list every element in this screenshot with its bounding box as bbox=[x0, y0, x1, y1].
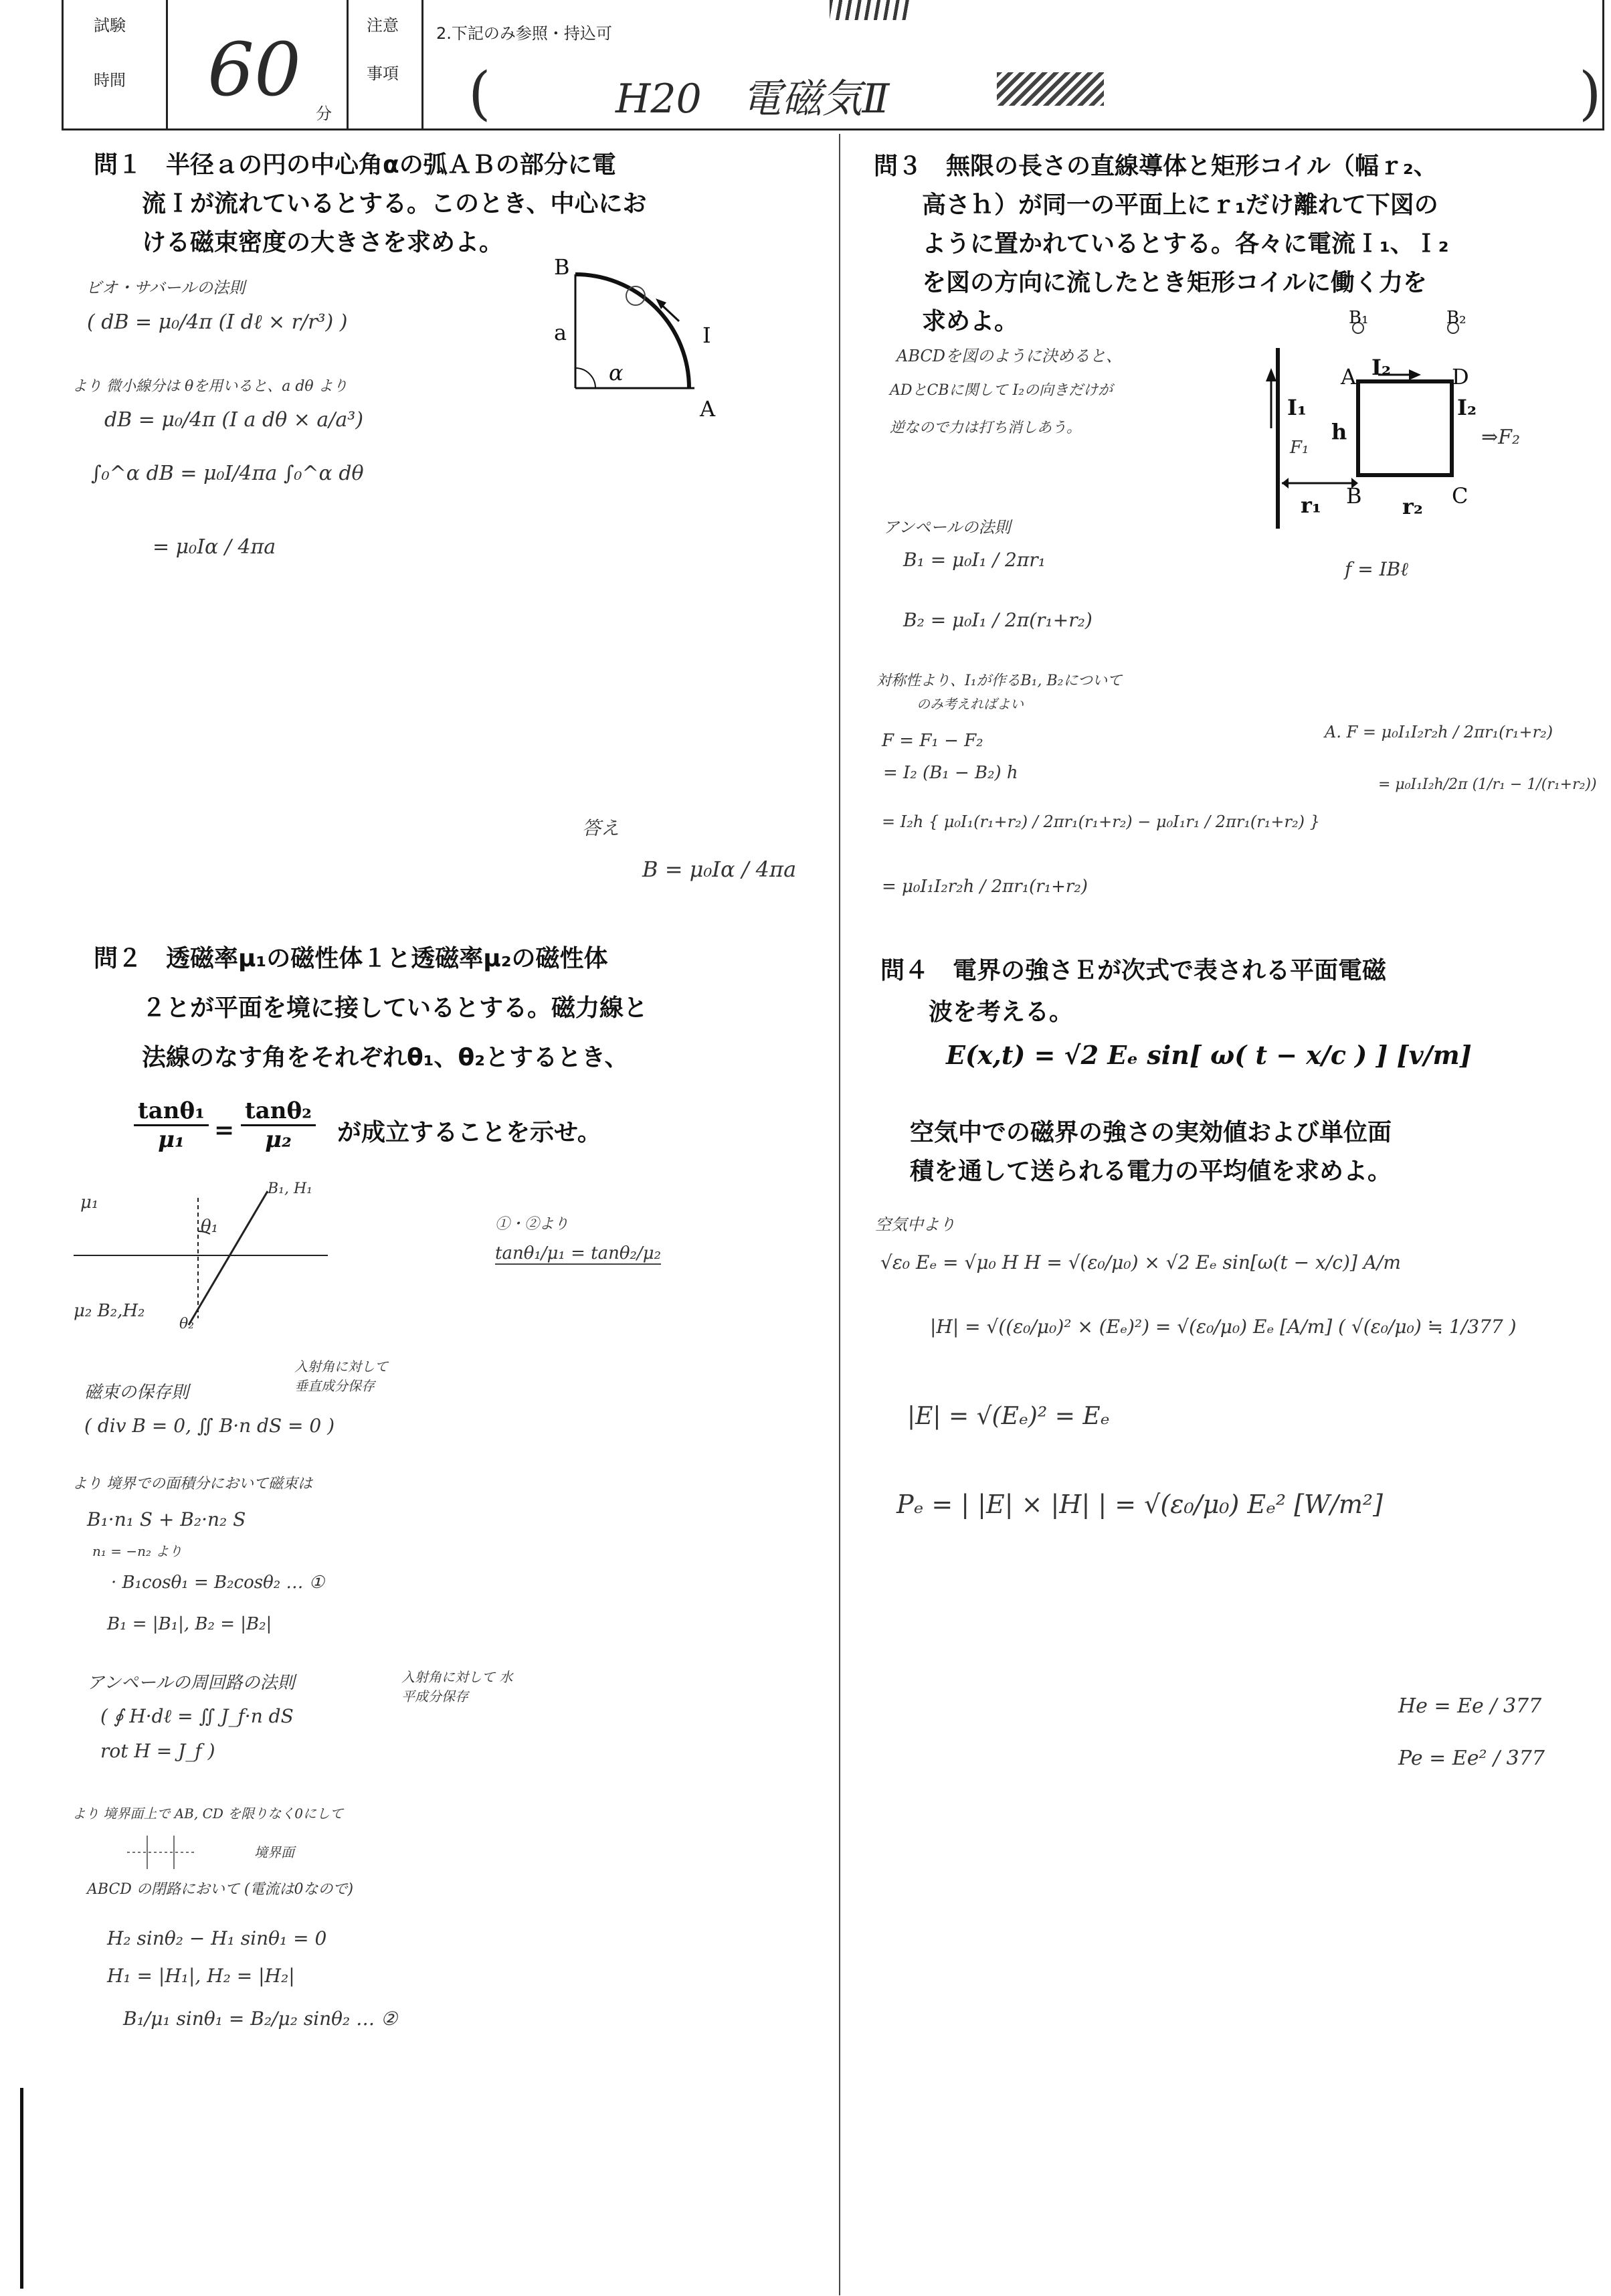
q4-answer-Pe: Pe = Ee² / 377 bbox=[1398, 1747, 1545, 1770]
q2-formula-lhs bbox=[134, 1097, 209, 1153]
q2-work-line: H₁ = |H₁|, H₂ = |H₂| bbox=[107, 1965, 295, 1987]
q3-work-line: ABCDを図のように決めると、 bbox=[896, 347, 1123, 365]
q4-work-line: |H| = √((ε₀/μ₀)² × (Eₑ)²) = √(ε₀/μ₀) Eₑ [A/m] ( √(ε₀/μ₀) ≒ 1/377 ) bbox=[930, 1316, 1517, 1338]
q3-label-r1: r₁ bbox=[1301, 493, 1321, 518]
q2-formula-lhs-den: μ₁ bbox=[158, 1126, 185, 1153]
q4-answer-He: He = Ee / 377 bbox=[1398, 1694, 1542, 1718]
q1-label-A: A bbox=[700, 396, 716, 422]
q2-label-theta2: θ₂ bbox=[179, 1316, 195, 1332]
header-divider bbox=[421, 0, 423, 128]
notes-label: 注意 bbox=[367, 16, 399, 35]
q1-work-line: より 微小線分は θを用いると、a dθ より bbox=[72, 378, 348, 395]
q3-answer: A. F = μ₀I₁I₂r₂h / 2πr₁(r₁+r₂) bbox=[1325, 723, 1553, 741]
q4-work-line: Pₑ = | |E| × |H| | = √(ε₀/μ₀) Eₑ² [W/m²] bbox=[896, 1490, 1383, 1519]
q3-label-A: A bbox=[1341, 364, 1357, 389]
q2-work-line: より 境界での面積分において磁束は bbox=[72, 1476, 312, 1492]
q2-formula-tail: が成立することを示せ。 bbox=[337, 1119, 601, 1146]
q2-formula-equals: = bbox=[214, 1116, 235, 1144]
q3-work-line: B₁ = μ₀I₁ / 2πr₁ bbox=[903, 549, 1046, 571]
q2-label-theta1: θ₁ bbox=[201, 1217, 219, 1237]
q1-label-alpha: α bbox=[609, 360, 624, 385]
q2-work-line: rot H = J_f ) bbox=[100, 1740, 215, 1762]
q2-work-line: より 境界面上で AB, CD を限りなく0にして bbox=[72, 1805, 343, 1822]
q3-label-I2-right: I₂ bbox=[1457, 395, 1477, 420]
q1-work-line: ビオ・サバールの法則 bbox=[86, 278, 246, 297]
q3-label-B1: B₁ bbox=[1349, 308, 1369, 328]
column-divider bbox=[839, 134, 840, 2295]
header-divider bbox=[347, 0, 349, 128]
q2-work-line: B₁/μ₁ sinθ₁ = B₂/μ₂ sinθ₂ … ② bbox=[123, 2008, 398, 2030]
q2-label-b1h1: B₁, H₁ bbox=[268, 1180, 312, 1197]
header-divider bbox=[166, 0, 168, 128]
q3-label-I2-top: I₂ bbox=[1371, 355, 1391, 380]
q2-work-line: ( ∮ H·dℓ = ∬ J_f·n dS bbox=[100, 1705, 294, 1727]
q3-work-line: = μ₀I₁I₂r₂h / 2πr₁(r₁+r₂) bbox=[882, 877, 1088, 897]
q1-work-line: ∫₀^α dB = μ₀I/4πa ∫₀^α dθ bbox=[91, 462, 364, 485]
q2-work-line: B₁·n₁ S + B₂·n₂ S bbox=[87, 1508, 246, 1530]
q4-work-line: |E| = √(Eₑ)² = Eₑ bbox=[907, 1403, 1110, 1430]
q3-work-line: F = F₁ − F₂ bbox=[882, 731, 983, 751]
subject-open-bracket: ( bbox=[468, 60, 491, 127]
q3-work-line: ADとCBに関して I₂の向きだけが bbox=[890, 382, 1113, 399]
q3-label-F2: ⇒F₂ bbox=[1481, 426, 1520, 449]
q3-work-line: アンペールの法則 bbox=[883, 518, 1011, 537]
q3-label-h: h bbox=[1331, 419, 1347, 444]
subject-close-bracket: ) bbox=[1579, 60, 1602, 127]
q3-work-line: のみ考えればよい bbox=[917, 696, 1024, 712]
q2-work-line: ABCD の閉路において (電流は0なので) bbox=[87, 1881, 354, 1898]
q3-work-line: 対称性より、I₁が作るB₁, B₂について bbox=[876, 673, 1123, 689]
q1-label-a: a bbox=[554, 320, 567, 345]
q3-label-B: B bbox=[1346, 483, 1362, 509]
q1-answer-label: 答え bbox=[582, 817, 620, 839]
q1-work-line: = μ₀Iα / 4πa bbox=[153, 535, 276, 559]
q3-title: 問３ 無限の長さの直線導体と矩形コイル（幅ｒ₂、 高さｈ）が同一の平面上にｒ₁だけ離れて下図の ように置かれているとする。各々に電流Ｉ₁、Ｉ₂ を図の方向に流したとき矩形コイルに働く力を 求めよ。 bbox=[874, 153, 1449, 335]
q3-answer-alt: = μ₀I₁I₂h/2π (1/r₁ − 1/(r₁+r₂)) bbox=[1378, 776, 1597, 793]
exam-time-label: 試験 bbox=[94, 16, 126, 35]
q4-equation: E(x,t) = √2 Eₑ sin[ ω( t − x/c ) ] [v/m] bbox=[946, 1040, 1472, 1070]
q4-question: 空気中での磁界の強さの実効値および単位面 積を通して送られる電力の平均値を求めよ。 bbox=[910, 1119, 1392, 1185]
q3-force-law: f = IBℓ bbox=[1345, 558, 1408, 580]
q3-label-B2: B₂ bbox=[1446, 308, 1466, 328]
q2-work-line: アンペールの周回路の法則 bbox=[87, 1673, 295, 1693]
minutes-unit: 分 bbox=[316, 104, 332, 123]
q1-answer: B = μ₀Iα / 4πa bbox=[642, 857, 797, 882]
subject-title: H20 電磁気Ⅱ bbox=[615, 76, 890, 122]
q2-boundary-label: 境界面 bbox=[254, 1844, 294, 1860]
q4-work-line: √ε₀ Eₑ = √μ₀ H H = √(ε₀/μ₀) × √2 Eₑ sin[ω(t − x/c)] A/m bbox=[880, 1251, 1401, 1273]
q2-work-line: H₂ sinθ₂ − H₁ sinθ₁ = 0 bbox=[107, 1927, 327, 1949]
q3-label-F1: F₁ bbox=[1290, 438, 1309, 458]
notes-text: 2.下記のみ参照・持込可 bbox=[436, 24, 612, 43]
q1-label-B: B bbox=[554, 254, 570, 280]
q3-label-I1: I₁ bbox=[1287, 395, 1307, 420]
q1-work-line: dB = μ₀/4π (I a dθ × a/a³) bbox=[104, 408, 364, 432]
q2-work-line: n₁ = −n₂ より bbox=[92, 1543, 183, 1559]
scribble-mark bbox=[830, 0, 910, 20]
exam-time-label: 時間 bbox=[94, 71, 126, 90]
q2-formula-lhs-num: tanθ₁ bbox=[134, 1097, 209, 1126]
q2-margin-note: 入射角に対して 垂直成分保存 bbox=[294, 1358, 388, 1394]
q2-margin-note: 入射角に対して 水平成分保存 bbox=[401, 1669, 513, 1704]
q3-work-line: = I₂ (B₁ − B₂) h bbox=[883, 763, 1018, 783]
q3-work-line: 逆なので力は打ち消しあう。 bbox=[890, 420, 1082, 436]
q2-label-mu2: μ₂ B₂,H₂ bbox=[74, 1301, 145, 1321]
q2-side-note: ①・②より bbox=[495, 1216, 569, 1233]
q2-work-line: B₁ = |B₁|, B₂ = |B₂| bbox=[107, 1614, 272, 1634]
q2-formula-rhs-num: tanθ₂ bbox=[241, 1097, 316, 1126]
q2-label-mu1: μ₁ bbox=[80, 1193, 99, 1213]
scribble-mark bbox=[997, 72, 1104, 106]
q1-work-line: ( dB = μ₀/4π (I dℓ × r/r³) ) bbox=[87, 311, 348, 334]
q1-label-I: I bbox=[702, 323, 711, 348]
q3-work-line: = I₂h { μ₀I₁(r₁+r₂) / 2πr₁(r₁+r₂) − μ₀I₁r₁ / 2πr₁(r₁+r₂) } bbox=[882, 812, 1320, 831]
q4-work-line: 空気中より bbox=[875, 1215, 955, 1234]
q3-work-line: B₂ = μ₀I₁ / 2π(r₁+r₂) bbox=[903, 609, 1093, 631]
q2-work-line: · B₁cosθ₁ = B₂cosθ₂ … ① bbox=[111, 1573, 325, 1593]
q2-work-line: 磁束の保存則 bbox=[84, 1383, 189, 1403]
q2-boundary-diagram bbox=[67, 1178, 335, 1352]
q3-label-D: D bbox=[1452, 364, 1469, 389]
q1-title: 問１ 半径ａの円の中心角αの弧ＡＢの部分に電 流Ｉが流れているとする。このとき、中心にお ける磁束密度の大きさを求めよ。 bbox=[94, 151, 647, 256]
notes-label: 事項 bbox=[367, 64, 399, 83]
q2-abcd-sketch bbox=[120, 1832, 201, 1872]
q2-formula-rhs bbox=[241, 1097, 316, 1153]
q4-title: 問４ 電界の強さＥが次式で表される平面電磁 波を考える。 bbox=[880, 957, 1387, 1026]
margin-line bbox=[20, 2088, 23, 2289]
exam-minutes: 60 bbox=[207, 27, 301, 112]
q2-formula-rhs-den: μ₂ bbox=[265, 1126, 292, 1153]
q2-title: 問２ 透磁率μ₁の磁性体１と透磁率μ₂の磁性体 ２とが平面を境に接しているとする。磁力線と 法線のなす角をそれぞれθ₁、θ₂とするとき、 bbox=[94, 945, 648, 1071]
q2-work-line: ( div B = 0, ∬ B·n dS = 0 ) bbox=[84, 1415, 335, 1437]
q2-side-result: tanθ₁/μ₁ = tanθ₂/μ₂ bbox=[495, 1243, 662, 1263]
q3-label-C: C bbox=[1452, 483, 1468, 509]
q3-label-r2: r₂ bbox=[1402, 494, 1423, 519]
